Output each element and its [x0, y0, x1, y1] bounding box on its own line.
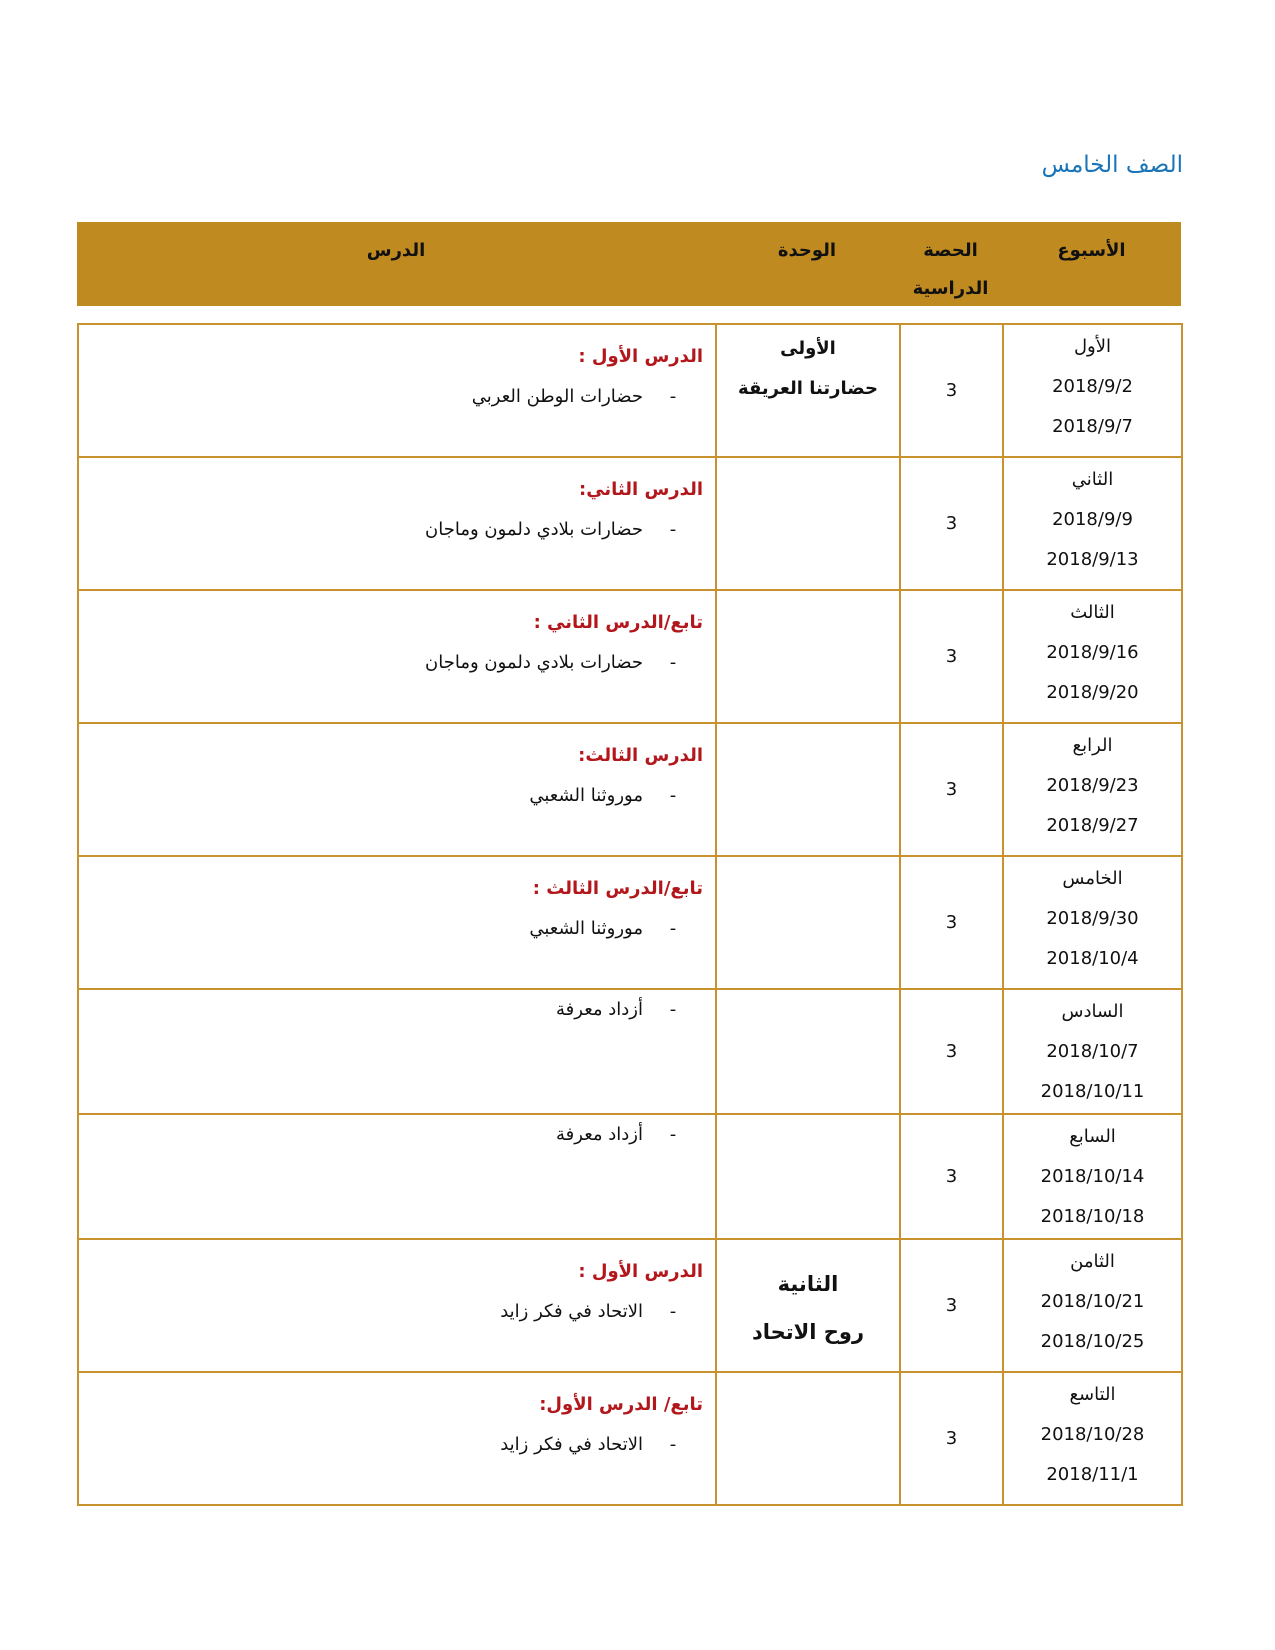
lesson-cell: [78, 989, 716, 1114]
week-end-date: 2018/9/7: [1052, 416, 1133, 437]
week-end-date: 2018/10/11: [1040, 1081, 1145, 1102]
week-cell: [1003, 856, 1182, 989]
period-count: 3: [900, 723, 1003, 856]
week-end-date: 2018/10/18: [1040, 1206, 1145, 1227]
lesson-item-text: أزداد معرفة: [556, 1124, 643, 1145]
unit-cell: [716, 324, 900, 457]
week-name: الخامس: [1062, 868, 1123, 889]
unit-number: الثانية: [777, 1271, 839, 1296]
lesson-cell: [78, 723, 716, 856]
lesson-item-text: حضارات الوطن العربي: [471, 386, 643, 407]
page-title: الصف الخامس: [1041, 152, 1183, 178]
lesson-cell: [78, 856, 716, 989]
lesson-item: [79, 776, 703, 816]
table-row: [78, 1239, 1182, 1372]
lesson-item: [79, 1292, 703, 1332]
header-unit: الوحدة: [777, 240, 837, 261]
lesson-item: [79, 1425, 703, 1465]
week-start-date: 2018/9/2: [1052, 376, 1133, 397]
lesson-item-text: الاتحاد في فكر زايد: [500, 1434, 643, 1455]
period-count: 3: [900, 590, 1003, 723]
week-name: الثاني: [1071, 469, 1114, 490]
week-cell: [1003, 1239, 1182, 1372]
week-name: الثامن: [1070, 1251, 1115, 1272]
week-start-date: 2018/9/9: [1052, 509, 1133, 530]
lesson-cell: [78, 590, 716, 723]
unit-cell: [716, 1239, 900, 1372]
lesson-item: [79, 909, 703, 949]
week-cell: [1003, 324, 1182, 457]
week-end-date: 2018/11/1: [1046, 1464, 1139, 1485]
week-start-date: 2018/9/23: [1046, 775, 1139, 796]
bullet-dash: -: [669, 785, 677, 806]
lesson-item-text: حضارات بلادي دلمون وماجان: [425, 519, 643, 540]
unit-cell: [716, 989, 900, 1114]
table-row: [78, 723, 1182, 856]
lesson-cell: [78, 1372, 716, 1505]
unit-name: حضارتنا العريقة: [738, 378, 878, 399]
lesson-item-text: موروثنا الشعبي: [529, 918, 643, 939]
week-name: الثالث: [1070, 602, 1115, 623]
table-row: [78, 590, 1182, 723]
unit-cell: [716, 1372, 900, 1505]
week-name: السادس: [1061, 1001, 1124, 1022]
lesson-title: الدرس الثاني:: [579, 479, 703, 500]
header-week: الأسبوع: [1057, 240, 1126, 261]
lesson-title: تابع/الدرس الثاني :: [533, 612, 703, 633]
week-name: التاسع: [1069, 1384, 1116, 1405]
unit-cell: [716, 1114, 900, 1239]
schedule-table: [77, 323, 1183, 1506]
table-row: [78, 856, 1182, 989]
table-row: [78, 1372, 1182, 1505]
week-end-date: 2018/9/13: [1046, 549, 1139, 570]
bullet-dash: -: [669, 652, 677, 673]
lesson-cell: [78, 1114, 716, 1239]
week-start-date: 2018/9/16: [1046, 642, 1139, 663]
table-row: [78, 989, 1182, 1114]
lesson-item-text: موروثنا الشعبي: [529, 785, 643, 806]
week-start-date: 2018/10/14: [1040, 1166, 1145, 1187]
lesson-cell: [78, 457, 716, 590]
week-cell: [1003, 1114, 1182, 1239]
unit-cell: [716, 723, 900, 856]
lesson-title: تابع/ الدرس الأول:: [539, 1394, 703, 1415]
bullet-dash: -: [669, 386, 677, 407]
lesson-title: الدرس الأول :: [578, 1261, 703, 1282]
week-start-date: 2018/9/30: [1046, 908, 1139, 929]
week-name: الرابع: [1072, 735, 1113, 756]
week-cell: [1003, 723, 1182, 856]
week-name: السابع: [1069, 1126, 1116, 1147]
period-count: 3: [900, 856, 1003, 989]
lesson-item-text: الاتحاد في فكر زايد: [500, 1301, 643, 1322]
period-count: 3: [900, 1239, 1003, 1372]
header-lesson: الدرس: [366, 240, 426, 261]
lesson-title: تابع/الدرس الثالث :: [532, 878, 703, 899]
table-header: [77, 222, 1181, 306]
lesson-item: [79, 643, 703, 683]
lesson-title: الدرس الثالث:: [578, 745, 703, 766]
table-row: [78, 1114, 1182, 1239]
bullet-dash: -: [669, 918, 677, 939]
period-count: 3: [900, 989, 1003, 1114]
week-start-date: 2018/10/28: [1040, 1424, 1145, 1445]
lesson-item: [79, 510, 703, 550]
bullet-dash: -: [669, 519, 677, 540]
week-end-date: 2018/10/4: [1046, 948, 1139, 969]
unit-cell: [716, 590, 900, 723]
lesson-item-text: أزداد معرفة: [556, 999, 643, 1020]
week-end-date: 2018/10/25: [1040, 1331, 1145, 1352]
week-name: الأول: [1073, 336, 1112, 357]
bullet-dash: -: [669, 1301, 677, 1322]
table-row: [78, 324, 1182, 457]
period-count: 3: [900, 1372, 1003, 1505]
table-row: [78, 457, 1182, 590]
week-cell: [1003, 457, 1182, 590]
bullet-dash: -: [669, 1434, 677, 1455]
unit-name: روح الاتحاد: [751, 1319, 865, 1344]
week-cell: [1003, 1372, 1182, 1505]
week-end-date: 2018/9/20: [1046, 682, 1139, 703]
week-start-date: 2018/10/7: [1046, 1041, 1139, 1062]
lesson-cell: [78, 324, 716, 457]
lesson-item: [79, 990, 703, 1030]
period-count: 3: [900, 457, 1003, 590]
lesson-title: الدرس الأول :: [578, 346, 703, 367]
week-cell: [1003, 989, 1182, 1114]
period-count: 3: [900, 1114, 1003, 1239]
period-count: 3: [900, 324, 1003, 457]
lesson-item: [79, 377, 703, 417]
lesson-item: [79, 1115, 703, 1155]
bullet-dash: -: [669, 999, 677, 1020]
unit-number: الأولى: [780, 338, 836, 359]
week-start-date: 2018/10/21: [1040, 1291, 1145, 1312]
lesson-cell: [78, 1239, 716, 1372]
week-cell: [1003, 590, 1182, 723]
unit-cell: [716, 457, 900, 590]
lesson-item-text: حضارات بلادي دلمون وماجان: [425, 652, 643, 673]
header-period: الحصة الدراسية: [912, 240, 989, 299]
week-end-date: 2018/9/27: [1046, 815, 1139, 836]
bullet-dash: -: [669, 1124, 677, 1145]
unit-cell: [716, 856, 900, 989]
